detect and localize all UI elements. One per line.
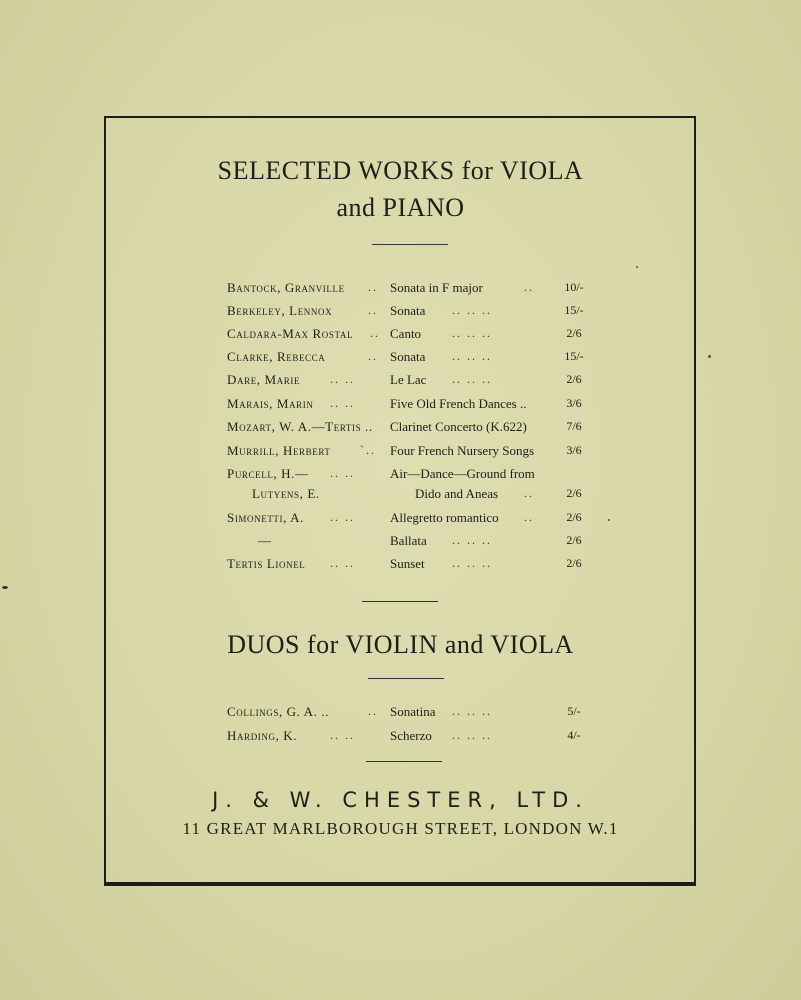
work-title: Four French Nursery Songs [390,443,535,458]
list-item [0,419,801,441]
list-item [0,280,801,302]
work-title: Canto [390,326,422,341]
leader-dots: .. [524,486,534,500]
composer-name: Berkeley, Lennox [227,303,333,318]
leader-dots: .. [368,704,378,718]
work-title: Sonata [390,303,426,318]
leader-dots: .. .. [330,466,355,480]
leader-dots: .. .. [330,372,355,386]
publisher-address: 11 GREAT MARLBOROUGH STREET, LONDON W.1 [182,819,619,838]
list-item [0,556,801,578]
publisher-name: J. & W. CHESTER, LTD. [212,788,589,812]
leader-dots: .. [368,349,378,363]
list-item [0,728,801,750]
composer-name: Caldara-Max Rostal [227,326,354,341]
paper-speck [608,519,610,521]
price: 15/- [564,303,584,317]
leader-dots: .. .. [330,396,355,410]
list-item [0,396,801,418]
list-item [0,466,801,510]
work-title: Scherzo [390,728,432,743]
price: 2/6 [566,556,582,570]
leader-dots: .. .. .. [452,349,492,363]
paper-speck [708,355,711,358]
composer-name: Dare, Marie [227,372,301,387]
composer-name: Clarke, Rebecca [227,349,326,364]
price: 2/6 [566,372,582,386]
composer-name: Collings, G. A. .. [227,704,330,719]
leader-dots: .. .. .. [452,326,492,340]
title-line-1: SELECTED WORKS for VIOLA [217,156,584,185]
paper-mark [2,586,8,589]
work-title: Air—Dance—Ground from [390,466,535,481]
composer-name: Marais, Marin [227,396,314,411]
list-item [0,510,801,532]
price: 3/6 [566,396,582,410]
list-item [0,303,801,325]
list-item [0,349,801,371]
price: 7/6 [566,419,582,433]
composer-name-line-2: Lutyens, E. [252,486,320,501]
leader-dots: .. [368,303,378,317]
work-title: Ballata [390,533,427,548]
leader-dots: .. [368,280,378,294]
leader-dots: .. .. .. [452,704,492,718]
leader-dots: .. .. .. [452,556,492,570]
work-title-line-2: Dido and Aneas [415,486,499,501]
list-item [0,326,801,348]
work-title: Clarinet Concerto (K.622) [390,419,527,434]
price: 10/- [564,280,584,294]
composer-name: Mozart, W. A.—Tertis .. [227,419,373,434]
price: 15/- [564,349,584,363]
duos-title: DUOS for VIOLIN and VIOLA [227,630,574,659]
leader-dots: .. [370,326,380,340]
price: 2/6 [566,326,582,340]
composer-name: Murrill, Herbert [227,443,331,458]
work-title: Allegretto romantico [390,510,499,525]
list-item [0,704,801,726]
price: 2/6 [566,533,582,547]
leader-dots: .. .. .. [452,372,492,386]
composer-name: Bantock, Granville [227,280,345,295]
price: 5/- [567,704,581,718]
composer-name: Tertis Lionel [227,556,306,571]
work-title: Sonatina [390,704,436,719]
work-title: Le Lac [390,372,427,387]
work-title: Sonata in F major [390,280,483,295]
divider-bottom [366,761,442,762]
divider-middle [362,601,438,602]
leader-dots: .. .. [330,510,355,524]
leader-dots: .. .. [330,556,355,570]
list-item [0,372,801,394]
divider-duos [368,678,444,679]
list-item [0,533,801,555]
composer-name: Simonetti, A. [227,510,304,525]
work-title: Sunset [390,556,425,571]
work-title: Sonata [390,349,426,364]
leader-dots: .. [524,280,534,294]
leader-dots: .. .. [330,728,355,742]
price: 4/- [567,728,581,742]
price: 3/6 [566,443,582,457]
composer-name: — [258,533,272,548]
divider-top [372,244,448,245]
title-line-2: and PIANO [336,193,465,222]
leader-dots: .. .. .. [452,728,492,742]
list-item [0,443,801,465]
work-title: Five Old French Dances .. [390,396,527,411]
composer-name: Purcell, H.— [227,466,309,481]
leader-dots: .. .. .. [452,533,492,547]
leader-dots: .. [524,510,534,524]
leader-dots: `.. [360,443,376,457]
paper-speck [636,266,638,268]
composer-name: Harding, K. [227,728,298,743]
leader-dots: .. .. .. [452,303,492,317]
price: 2/6 [566,486,582,500]
price: 2/6 [566,510,582,524]
